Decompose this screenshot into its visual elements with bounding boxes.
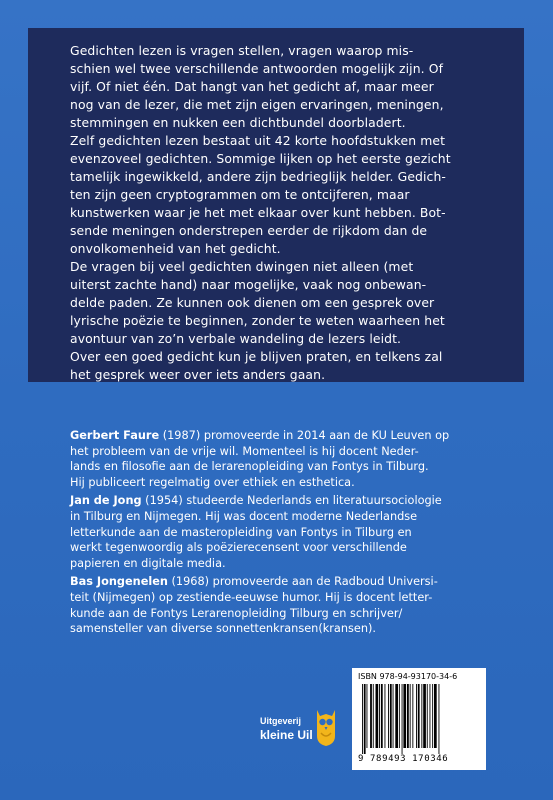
blurb-line: evenzoveel gedichten. Sommige lijken op het eerste gezicht bbox=[70, 151, 451, 166]
bio-line: het probleem van de vrije wil. Momenteel is hij docent Neder- bbox=[70, 444, 419, 458]
blurb-line: sende meningen onderstrepen eerder de rijkdom dan de bbox=[70, 223, 428, 238]
blurb-line: nog van de lezer, die met zijn eigen ervaringen, meningen, bbox=[70, 97, 444, 112]
bio-line: samensteller van diverse sonnettenkransen(kransen). bbox=[70, 622, 376, 636]
blurb-text bbox=[70, 42, 462, 384]
blurb-line: ten zijn geen cryptogrammen om te ontcijferen, maar bbox=[70, 187, 410, 202]
blurb-line: uiterst zachte hand) naar mogelijke, vaak nog onbewan- bbox=[70, 277, 427, 292]
publisher-logo bbox=[260, 706, 340, 756]
bio-line: papieren en digitale media. bbox=[70, 556, 226, 570]
blurb-line: De vragen bij veel gedichten dwingen niet alleen (met bbox=[70, 259, 414, 274]
blurb-line: Over een goed gedicht kun je blijven praten, en telkens zal bbox=[70, 349, 443, 364]
owl-icon bbox=[314, 706, 338, 748]
author-bio-faure bbox=[70, 428, 486, 490]
bio-line: werkt tegenwoordig als poëzierecensent voor verschillende bbox=[70, 541, 407, 555]
blurb-line: onvolkomenheid van het gedicht. bbox=[70, 241, 281, 256]
blurb-line: tamelijk ingewikkeld, andere zijn bedrieglijk helder. Gedich- bbox=[70, 169, 446, 184]
blurb-line: avontuur van zo’n verbale wandeling de lezers leidt. bbox=[70, 331, 402, 346]
blurb-line: Zelf gedichten lezen bestaat uit 42 korte hoofdstukken met bbox=[70, 133, 446, 148]
blurb-line: het gesprek weer over iets anders gaan. bbox=[70, 367, 326, 382]
barcode-digits: 9 789493 170346 bbox=[358, 754, 449, 764]
publisher-name-line2: kleine Uil bbox=[260, 728, 313, 742]
blurb-line: Gedichten lezen is vragen stellen, vragen waarop mis- bbox=[70, 43, 414, 58]
blurb-line: vijf. Of niet één. Dat hangt van het gedicht af, maar meer bbox=[70, 79, 434, 94]
bio-line: kunde aan de Fontys Lerarenopleiding Tilburg en schrijver/ bbox=[70, 606, 403, 620]
author-name: Bas Jongenelen bbox=[70, 575, 168, 589]
blurb-line: schien wel twee verschillende antwoorden mogelijk zijn. Of bbox=[70, 61, 444, 76]
author-bio-de-jong bbox=[70, 493, 486, 571]
publisher-name-line1: Uitgeverij bbox=[260, 716, 302, 726]
author-bios bbox=[70, 428, 486, 640]
barcode-icon bbox=[360, 684, 478, 754]
isbn-label: ISBN 978-94-93170-34-6 bbox=[358, 672, 458, 681]
blurb-line: delde paden. Ze kunnen ook dienen om een gesprek over bbox=[70, 295, 435, 310]
author-name: Jan de Jong bbox=[70, 494, 142, 508]
bio-line: (1954) studeerde Nederlands en literatuursociologie bbox=[141, 494, 442, 508]
bio-line: lands en filosofie aan de lerarenopleiding van Fontys in Tilburg. bbox=[70, 460, 429, 474]
bio-line: (1968) promoveerde aan de Radboud Universi- bbox=[167, 575, 438, 589]
blurb-line: lyrische poëzie te beginnen, zonder te weten waarheen het bbox=[70, 313, 445, 328]
barcode-block bbox=[352, 668, 486, 770]
bio-line: Hij publiceert regelmatig over ethiek en esthetica. bbox=[70, 475, 355, 489]
bio-line: (1987) promoveerde in 2014 aan de KU Leuven op bbox=[159, 429, 450, 442]
bio-line: letterkunde aan de masteropleiding van Fontys in Tilburg en bbox=[70, 525, 412, 539]
author-name: Gerbert Faure bbox=[70, 429, 160, 442]
author-bio-jongenelen bbox=[70, 574, 486, 636]
blurb-line: kunstwerken waar je het met elkaar over kunt hebben. Bot- bbox=[70, 205, 446, 220]
bio-line: in Tilburg en Nijmegen. Hij was docent moderne Nederlandse bbox=[70, 509, 418, 523]
blurb-line: stemmingen en nukken een dichtbundel doorbladert. bbox=[70, 115, 406, 130]
bio-line: teit (Nijmegen) op zestiende-eeuwse humor. Hij is docent letter- bbox=[70, 590, 433, 604]
